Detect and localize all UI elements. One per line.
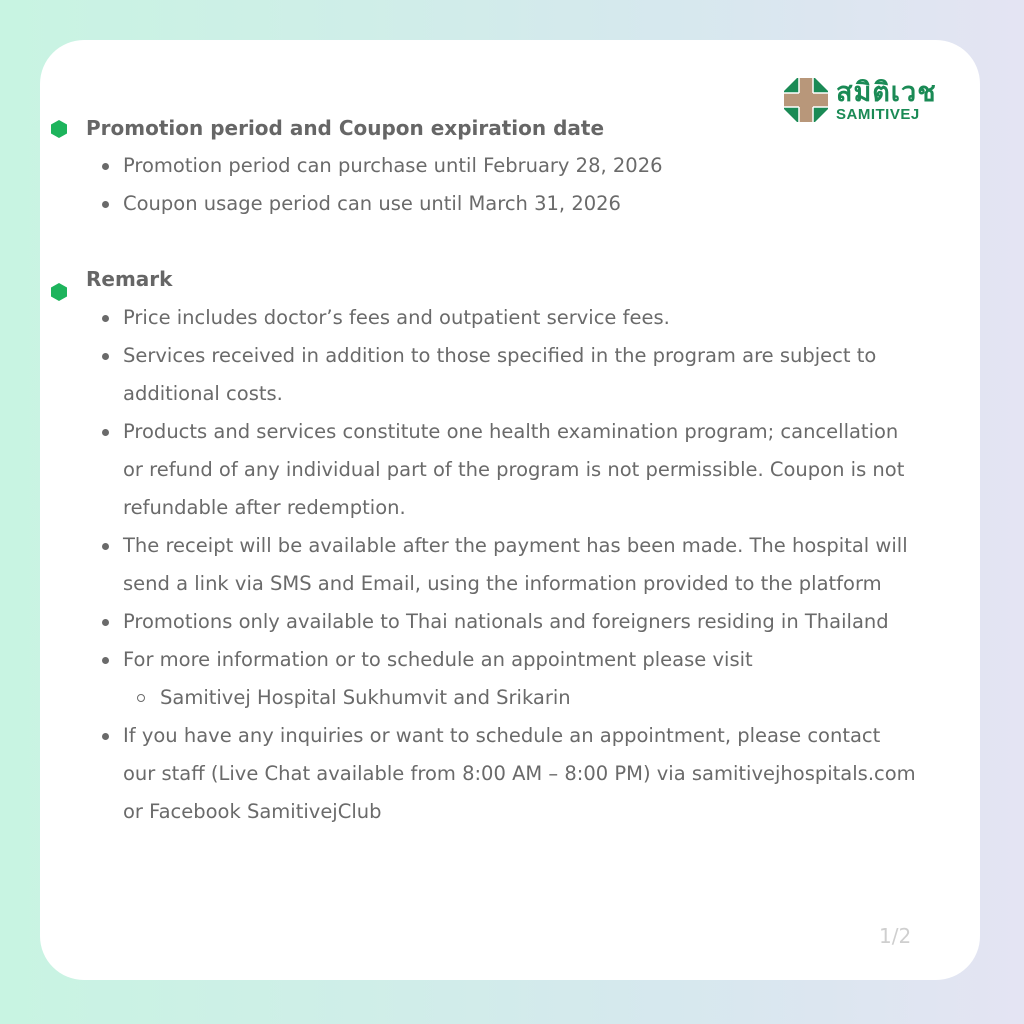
section-heading-promotion: Promotion period and Coupon expiration date [86, 116, 605, 140]
list-item [100, 299, 918, 337]
sub-list-item [123, 679, 918, 717]
list-item-text: Price includes doctor’s fees and outpatient service fees. [123, 306, 670, 329]
list-item-text: Promotion period can purchase until February 28, 2026 [123, 154, 663, 177]
promotion-list [100, 147, 930, 223]
bullet-dot-icon [102, 733, 109, 740]
list-item-text: Products and services constitute one health examination program; cancellation or refund of any individual part of the program is not permissible. Coupon is not refundable after redemption. [123, 420, 905, 519]
list-item [100, 337, 918, 413]
bullet-dot-icon [102, 163, 109, 170]
list-item-text: For more information or to schedule an appointment please visit [123, 648, 753, 671]
list-item-text: Services received in addition to those specified in the program are subject to additional costs. [123, 344, 877, 405]
list-item [100, 641, 918, 717]
logo-thai-text: สมิติเวช [836, 76, 937, 108]
bullet-dot-icon [102, 657, 109, 664]
list-item [100, 147, 930, 185]
bullet-dot-icon [102, 353, 109, 360]
logo-english-text: SAMITIVEJ [836, 105, 920, 123]
hollow-bullet-icon [137, 694, 145, 702]
list-item [100, 603, 918, 641]
bullet-dot-icon [102, 201, 109, 208]
bullet-dot-icon [102, 429, 109, 436]
list-item [100, 413, 918, 527]
section-hexagon-icon [51, 120, 67, 138]
section-hexagon-icon [51, 283, 67, 301]
bullet-dot-icon [102, 315, 109, 322]
list-item [100, 185, 930, 223]
sub-list-item-text: Samitivej Hospital Sukhumvit and Srikarin [160, 686, 571, 709]
list-item-text: Promotions only available to Thai nationals and foreigners residing in Thailand [123, 610, 889, 633]
section-heading-remark: Remark [86, 267, 173, 291]
hospital-cross-icon [784, 78, 828, 122]
remark-list [100, 299, 918, 831]
list-item-text: If you have any inquiries or want to schedule an appointment, please contact our staff (Live Chat available from 8:00 AM – 8:00 PM) via samitivejhospitals.com or Facebook SamitivejClub [123, 724, 916, 823]
list-item [100, 527, 918, 603]
samitivej-logo [784, 76, 937, 124]
sub-list [123, 679, 918, 717]
page-indicator: 1/2 [879, 924, 912, 948]
list-item-text: The receipt will be available after the payment has been made. The hospital will send a link via SMS and Email, using the information provided to the platform [123, 534, 908, 595]
list-item [100, 717, 918, 831]
bullet-dot-icon [102, 543, 109, 550]
bullet-dot-icon [102, 619, 109, 626]
list-item-text: Coupon usage period can use until March 31, 2026 [123, 192, 621, 215]
